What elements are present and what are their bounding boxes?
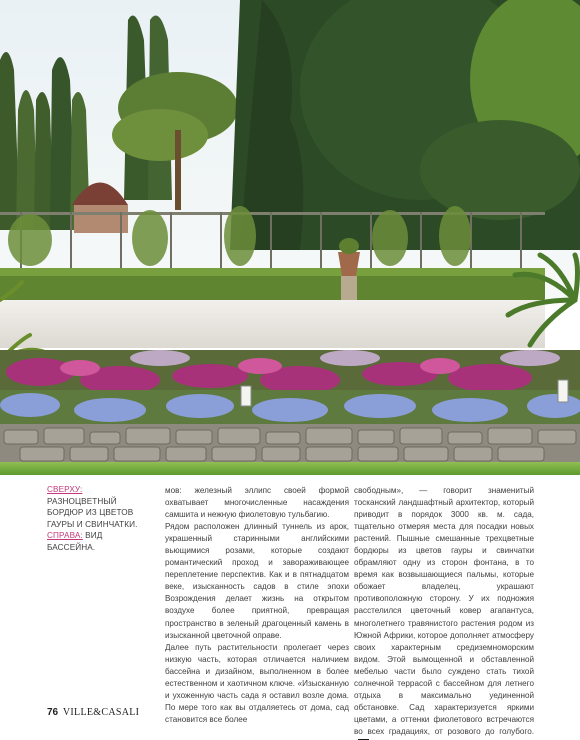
caption-top-label: СВЕРХУ: [47,485,83,494]
paragraph-text: свободным», — говорит знаменитый тосканский ландшафтный архитектор, который приводит в порядок 3000 кв. м. сада, тщательно отмеряя места для посадки новых растений. Пышные смешанные трехцветные бордюры из цветов гауры и свинчатки обрамляют одну из сторон фонтана, в то время как возвышающиеся пальмы, которые обожает владелец, украшают противоположную сторону. У их подножия расстелился цветочный ковер агапантуса, многолетнего травянистого растения родом из Южной Африки, которое дополняет атмосферу своих характерным средиземноморским видом. Этой вымощенной и обставленной мебелью части было суждено стать тихой солнечной террасой с бассейном для летнего отдыха в максимально уединенной обстановке. Сад характеризуется яркими цветами, а оттенки фиолетового встречаются во всех градациях, от розового до голубого. [354,486,534,736]
caption-text-1: РАЗНОЦВЕТНЫЙ БОРДЮР ИЗ ЦВЕТОВ ГАУРЫ И СВИНЧАТКИ. [47,496,138,529]
paragraph: Далее путь растительности пролегает через низкую часть, которая отличается наличием бассейна и дизайном, выполненном в более естественном и хаотичном ключе. «Изысканную и ухоженную часть сада я оставил возле дома. По мере того как вы отдаляетесь от дома, сад становится все более [165,642,349,724]
magazine-name: VILLE&CASALI [62,707,140,718]
paragraph [354,485,534,740]
article-column-1 [165,485,349,726]
photo-caption [47,484,147,554]
paragraph: мов: железный эллипс своей формой охватывает многочисленные насаждения самшита и нежную фиолетовую тульбагию. [165,486,349,520]
caption-right-label: СПРАВА: [47,531,83,541]
page-number: 76 [47,707,59,718]
paragraph: Рядом расположен длинный туннель из арок, украшенный старинными английскими вьющимися розами, которые создают романтический проход и завораживающее переплетение перспектив. Как и в пятнадцатом веке, изысканность садов в стиле эпохи Возрождения делает жизнь на открытом воздухе более приятной, превращая пространство в зеленый драгоценный камень в изысканной цветочной оправе. [165,522,349,640]
caption-text-2: ВИД БАССЕЙНА. [47,531,103,552]
page-footer [47,707,139,718]
article-column-2 [354,485,534,740]
